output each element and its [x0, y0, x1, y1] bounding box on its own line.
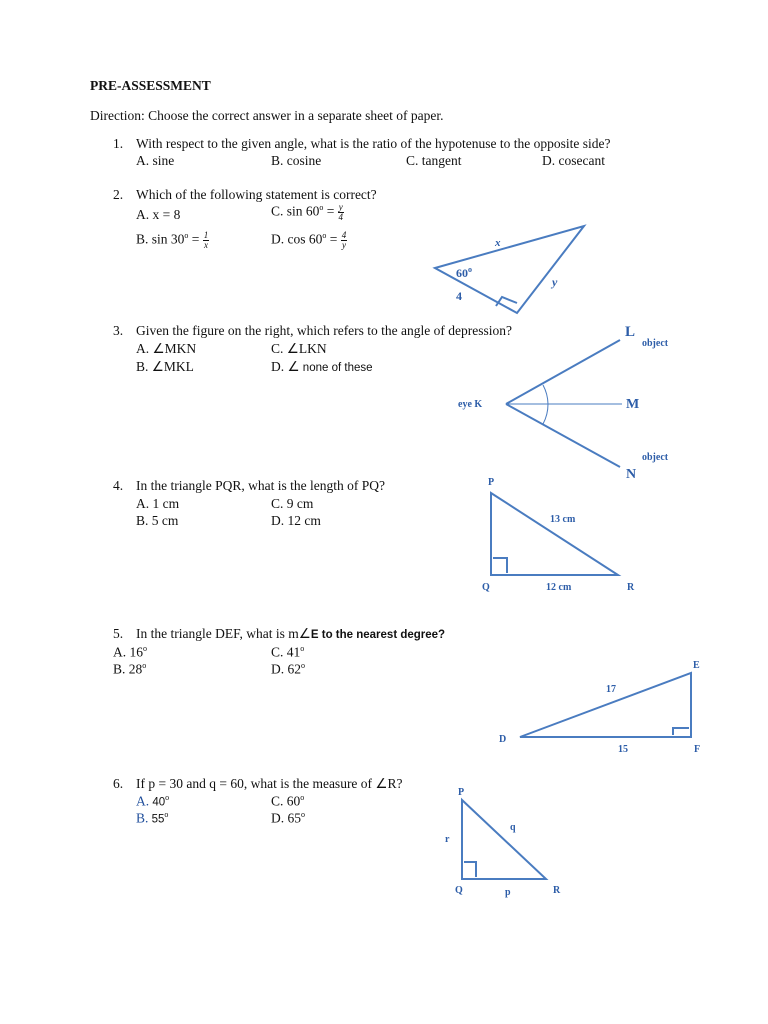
q6-label-r: r [445, 834, 450, 845]
q2-number: 2. [113, 187, 124, 202]
q2-option-c: C. $\sin 60^o$ = $\frac{y}{4}$ [271, 202, 344, 222]
q4-label-q: Q [482, 582, 490, 593]
q4-triangle [491, 493, 618, 575]
q3-number: 3. [113, 323, 124, 338]
q3-label-object-lower: object [642, 452, 669, 463]
q5-label-hyp: 17 [606, 684, 616, 695]
q4-option-b: B. 5 cm [136, 513, 179, 528]
q4-option-d: D. 12 cm [271, 513, 321, 528]
q1-number: 1. [113, 136, 124, 151]
q5-text: In the triangle DEF, what is m∠E to the nearest degree? [136, 626, 446, 641]
q4-label-r: R [627, 582, 635, 593]
q3-text: Given the figure on the right, which refers to the angle of depression? [136, 323, 513, 338]
q4-option-c: C. 9 cm [271, 496, 314, 511]
q5-triangle [520, 673, 691, 737]
q2-label-angle: 60$^o$ [456, 265, 472, 280]
q6-label-r-vertex: R [553, 885, 561, 896]
q3-option-b: B. ∠MKL [136, 359, 194, 374]
q3-option-c: C. ∠LKN [271, 341, 327, 356]
q3-label-l: L [625, 324, 636, 340]
page-title: PRE-ASSESSMENT [90, 78, 211, 93]
q6-option-c: C. 60$^o$ [271, 793, 305, 809]
q3-option-a: A. ∠MKN [136, 341, 197, 356]
q5-label-base: 15 [618, 744, 628, 755]
q5-option-c: C. 41$^o$ [271, 644, 305, 660]
q5-option-d: D. 62$^o$ [271, 661, 305, 677]
q1-text: With respect to the given angle, what is the ratio of the hypotenuse to the opposite side? [136, 136, 611, 151]
q6-label-p-side: p [505, 887, 511, 898]
q3-label-n: N [626, 467, 637, 482]
q4-label-p: P [488, 477, 495, 488]
q1-option-a: A. sine [136, 153, 175, 168]
q5-number: 5. [113, 626, 124, 641]
q3-angle-figure [506, 340, 622, 467]
q2-option-d: D. $\cos 60^o$ = $\frac{4}{y}$ [271, 230, 347, 250]
q3-option-d: D. ∠ none of these [271, 359, 373, 374]
q6-label-p: P [458, 787, 465, 798]
q4-label-hyp: 13 cm [550, 514, 576, 525]
q3-arc-upper [543, 385, 548, 404]
q2-option-b: B. $\sin 30^o$ = $\frac{1}{x}$ [136, 230, 209, 250]
q2-label-x: x [495, 237, 501, 249]
direction-text: Direction: Choose the correct answer in a separate sheet of paper. [90, 108, 444, 123]
q6-right-angle-mark [464, 862, 476, 877]
q5-label-f: F [694, 744, 701, 755]
q4-number: 4. [113, 478, 124, 493]
q4-option-a: A. 1 cm [136, 496, 180, 511]
q4-text: In the triangle PQR, what is the length of PQ? [136, 478, 385, 493]
q6-triangle [462, 800, 546, 879]
q4-right-angle-mark [493, 558, 507, 573]
q1-option-b: B. cosine [271, 153, 322, 168]
q5-option-b: B. 28$^o$ [113, 661, 147, 677]
q5-label-d: D [499, 734, 507, 745]
q6-label-q: q [510, 822, 516, 833]
q3-line-kl [506, 340, 620, 404]
q3-line-kn [506, 404, 620, 467]
q2-label-y: y [552, 275, 558, 289]
q5-label-e: E [693, 660, 700, 671]
q6-number: 6. [113, 776, 124, 791]
q2-option-a: A. x = 8 [136, 207, 181, 222]
q6-triangle-figure [462, 800, 546, 879]
q5-option-a: A. 16$^o$ [113, 644, 147, 660]
q2-text: Which of the following statement is correct? [136, 187, 377, 202]
q3-label-m: M [626, 397, 640, 412]
q5-triangle-figure [520, 673, 691, 737]
q6-option-a: A. 40$^o$ [136, 793, 170, 809]
q2-label-4: 4 [456, 289, 462, 303]
q6-option-d: D. 65$^o$ [271, 810, 305, 826]
q5-right-angle-mark [673, 728, 689, 735]
q2-right-angle-mark [496, 297, 517, 306]
q6-option-b: B. 55$^o$ [136, 810, 169, 826]
q1-option-d: D. cosecant [542, 153, 605, 168]
q6-label-q-vertex: Q [455, 885, 463, 896]
q3-label-eye-k: eye K [458, 399, 483, 410]
q3-label-object-upper: object [642, 338, 669, 349]
q3-arc-lower [543, 404, 548, 424]
q4-triangle-figure [491, 493, 618, 575]
q6-text: If p = 30 and q = 60, what is the measure of ∠R? [136, 776, 403, 791]
q4-label-base: 12 cm [546, 582, 572, 593]
q1-option-c: C. tangent [406, 153, 462, 168]
